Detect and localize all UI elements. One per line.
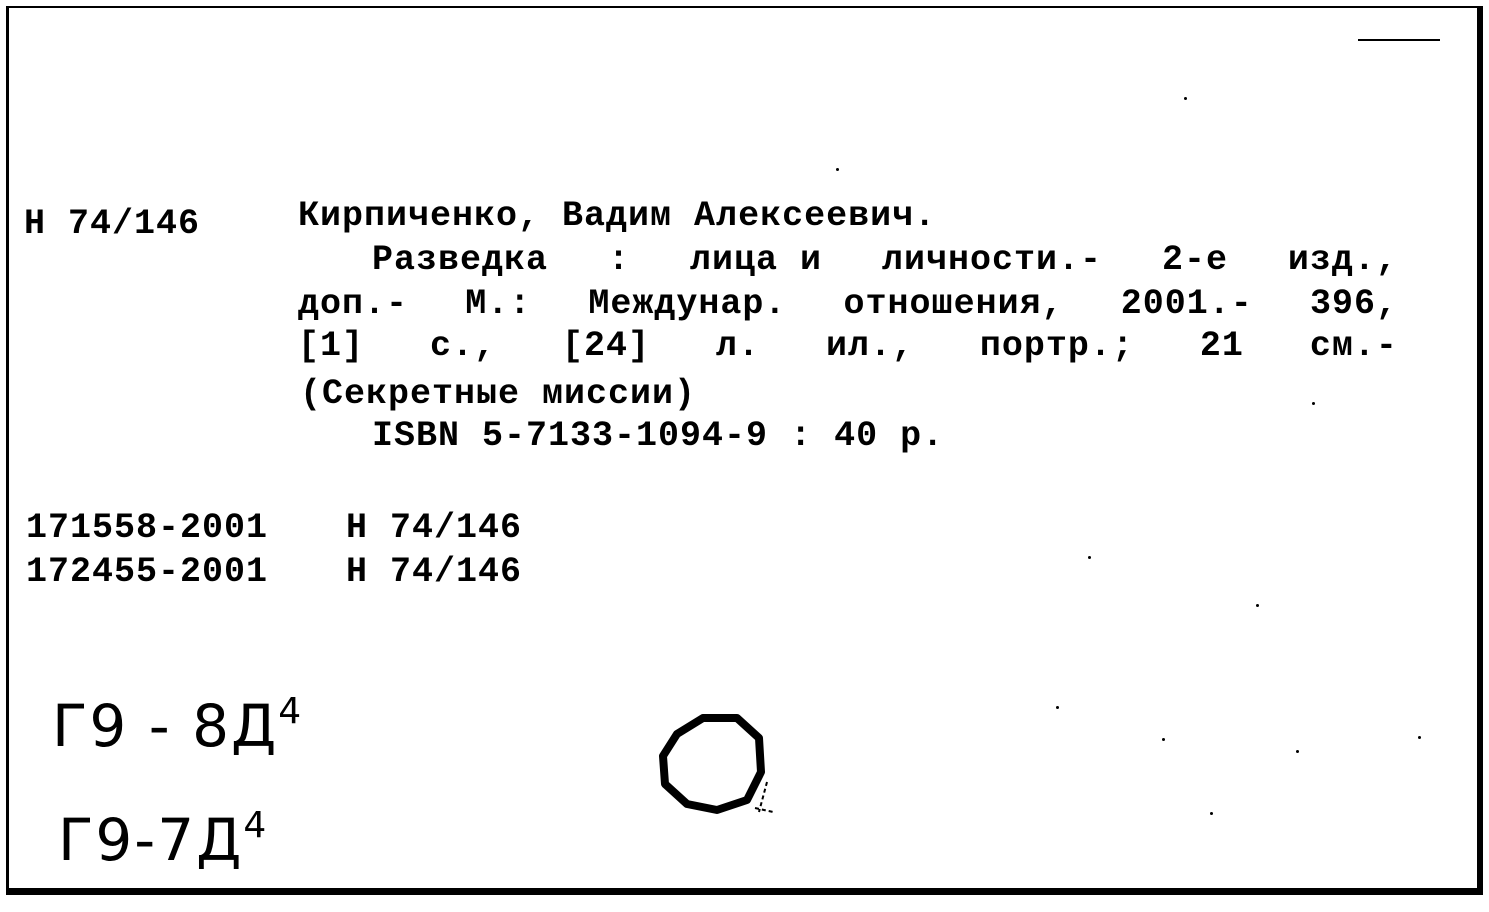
speck <box>1162 738 1165 741</box>
speck <box>1296 750 1299 753</box>
speck <box>1088 556 1091 559</box>
speck <box>1312 402 1315 405</box>
publication-place: М.: <box>465 284 532 324</box>
speck <box>1418 736 1421 739</box>
extent-part: [1] <box>298 326 365 366</box>
extent-part: л. <box>715 326 760 366</box>
handwritten-text: Г9-7Д <box>58 806 244 874</box>
edition-number: 2-е <box>1161 240 1228 280</box>
author-heading: Кирпиченко, Вадим Алексеевич. <box>298 196 937 236</box>
subtitle-part: личности.- <box>881 240 1102 280</box>
speck <box>1210 812 1213 815</box>
portraits-note: портр.; <box>979 326 1134 366</box>
description-line-1 <box>372 238 1398 282</box>
handwritten-superscript: 4 <box>243 805 269 846</box>
handwritten-text: Г9 - 8Д <box>52 692 279 760</box>
edition-word: изд., <box>1287 240 1398 280</box>
series-statement: (Секретные миссии) <box>300 374 697 414</box>
edition-note: доп.- <box>298 284 409 324</box>
inventory-number: 171558-2001 <box>26 508 269 548</box>
speck <box>1184 97 1187 100</box>
dimensions-unit: см.- <box>1309 326 1398 366</box>
publisher-part: Междунар. <box>588 284 787 324</box>
circle-stamp-mark <box>655 712 795 822</box>
isbn-price-line: ISBN 5-7133-1094-9 : 40 р. <box>372 416 945 456</box>
shelf-mark: Н 74/146 <box>346 552 523 592</box>
handwritten-location-2 <box>58 805 269 874</box>
publication-year: 2001.- <box>1120 284 1253 324</box>
title-word: Разведка <box>372 240 549 280</box>
speck <box>836 168 839 171</box>
handwritten-superscript: 4 <box>278 691 304 732</box>
holding-row <box>26 506 522 550</box>
publisher-part: отношения, <box>843 284 1064 324</box>
extent-part: с., <box>429 326 496 366</box>
holdings-list <box>26 506 522 594</box>
call-number: Н 74/146 <box>24 204 201 244</box>
speck <box>1256 604 1259 607</box>
dimensions-value: 21 <box>1199 326 1244 366</box>
speck <box>1056 706 1059 709</box>
shelf-mark: Н 74/146 <box>346 508 523 548</box>
corner-dash <box>1358 39 1440 41</box>
handwritten-location-1 <box>52 691 304 760</box>
extent-part: [24] <box>561 326 650 366</box>
title-separator: : <box>607 240 630 280</box>
illustrations-note: ил., <box>825 326 914 366</box>
holding-row <box>26 550 522 594</box>
inventory-number: 172455-2001 <box>26 552 269 592</box>
page-count: 396, <box>1309 284 1398 324</box>
subtitle-part: лица и <box>689 240 822 280</box>
description-line-3 <box>298 324 1398 368</box>
description-line-2 <box>298 282 1398 326</box>
